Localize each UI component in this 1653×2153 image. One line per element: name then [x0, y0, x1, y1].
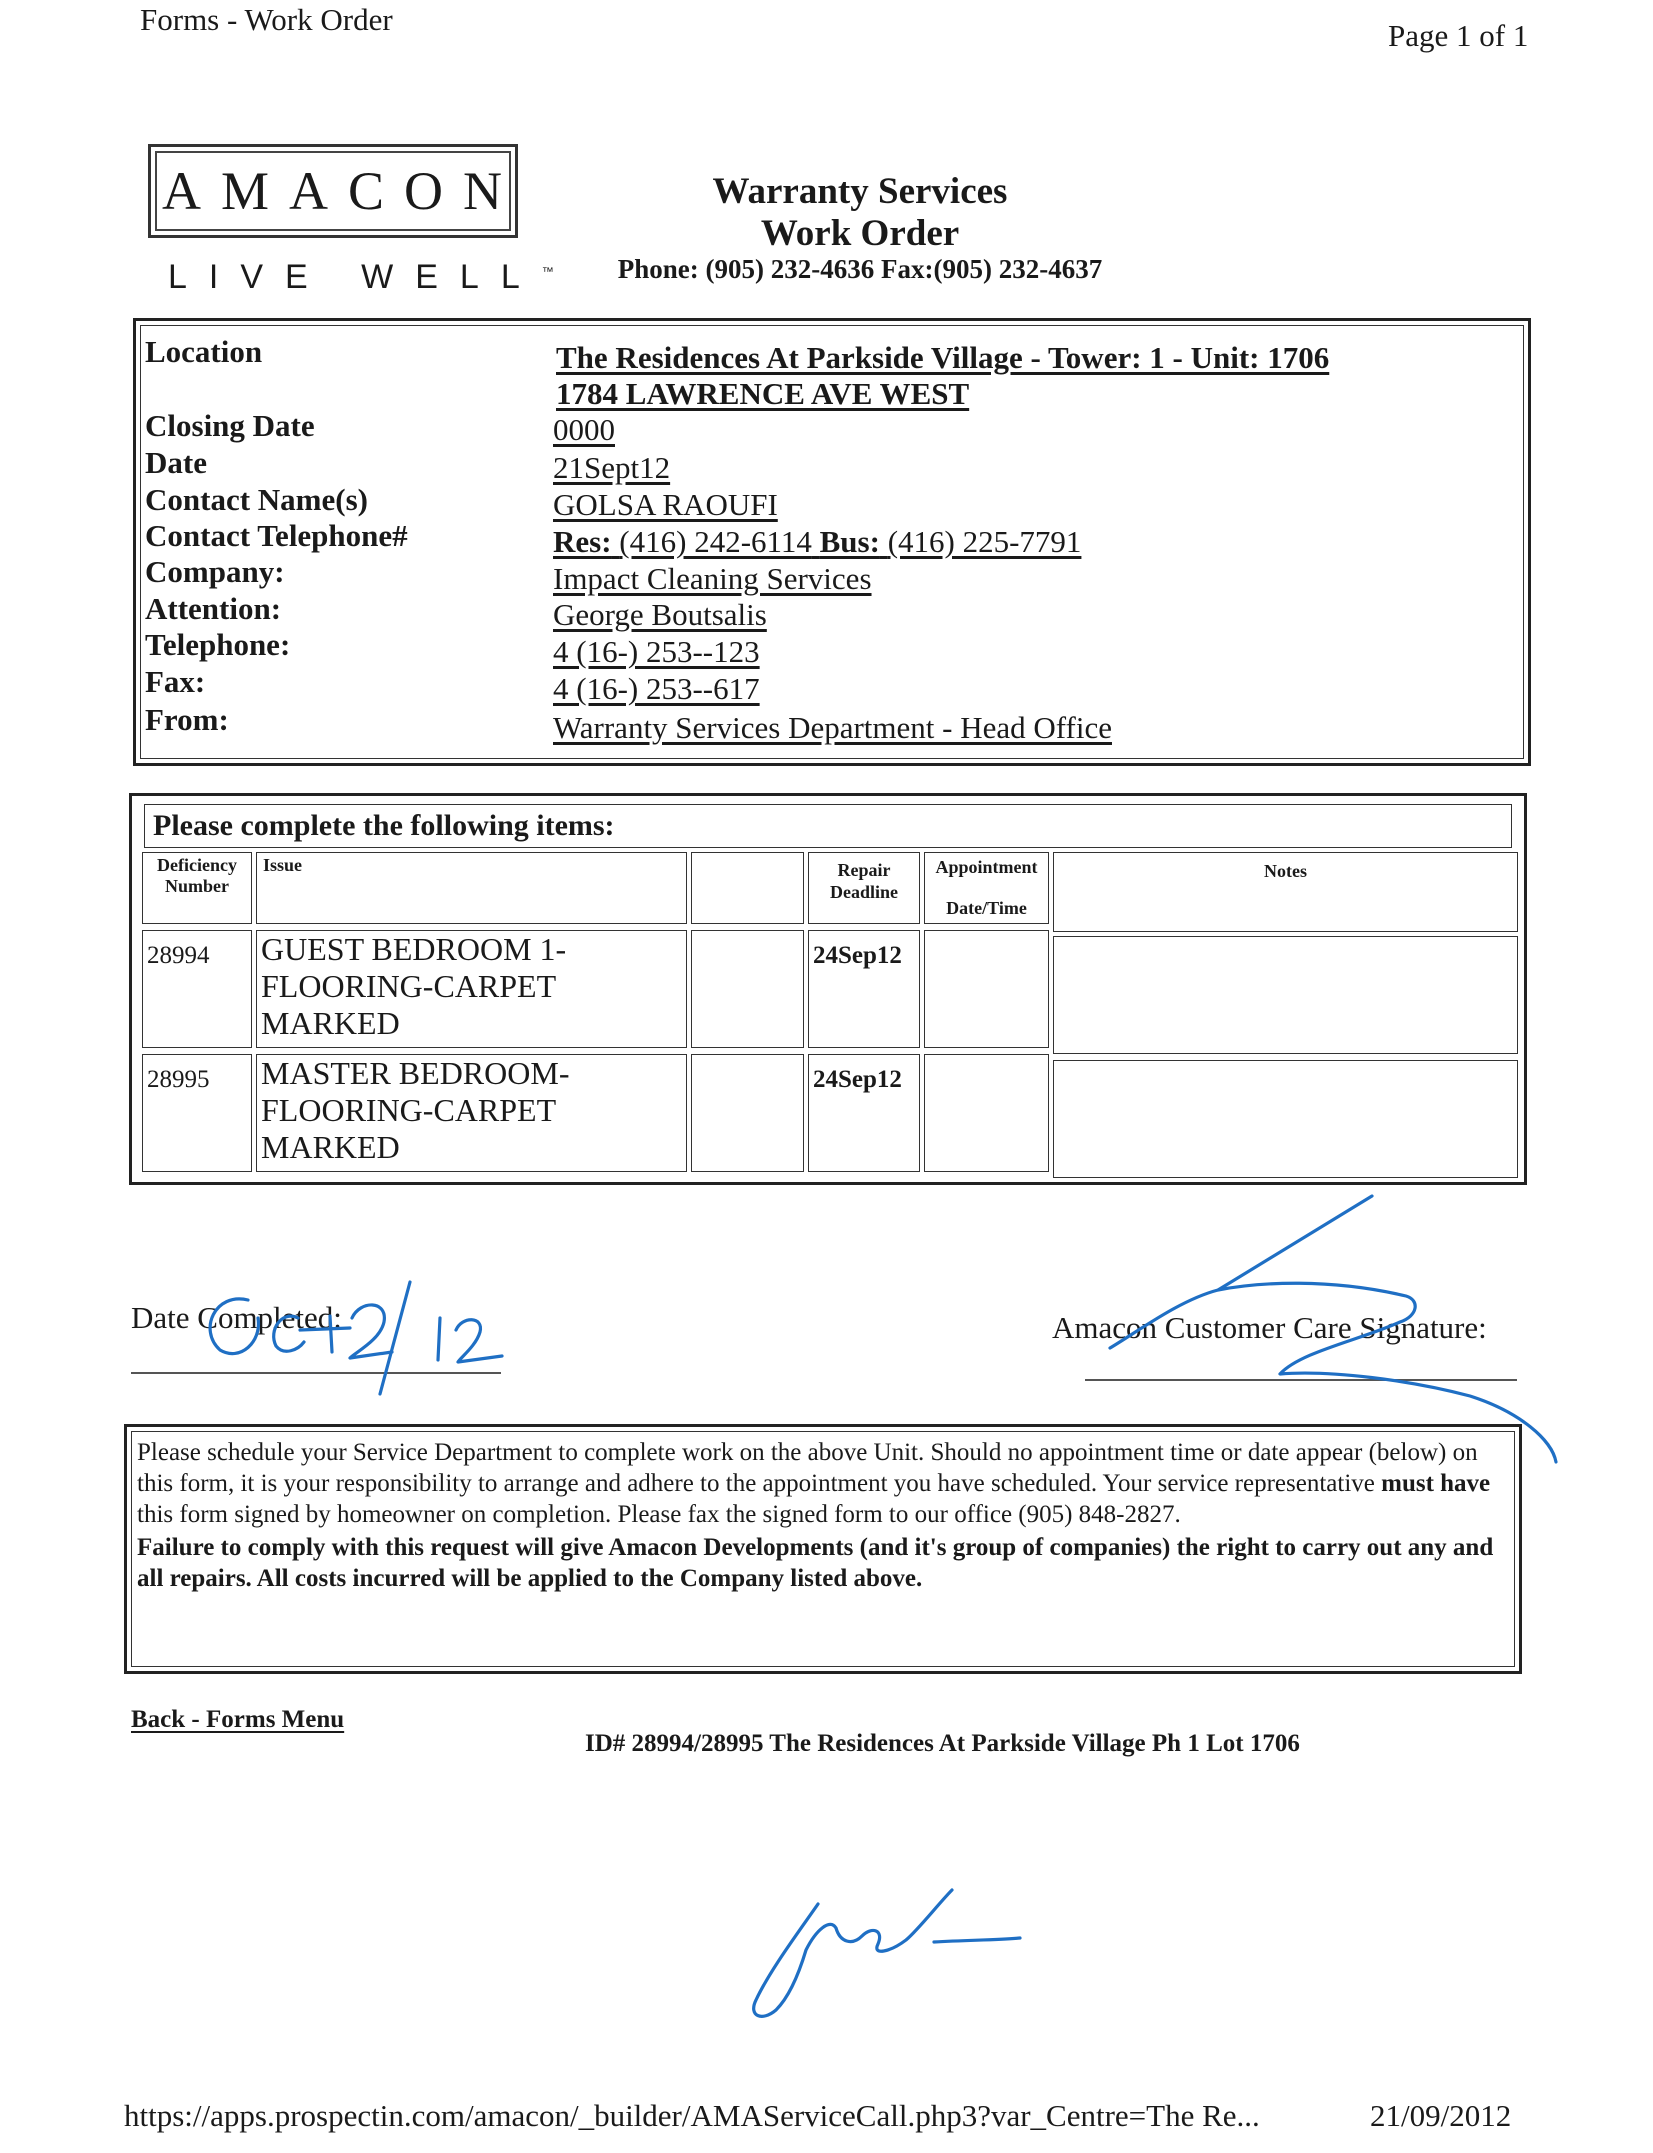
- closing-date-label: Closing Date: [145, 408, 315, 443]
- row2-deadline: 24Sep12: [808, 1054, 920, 1172]
- telephone-value: 4 (16-) 253--123: [553, 634, 760, 669]
- back-forms-menu-link[interactable]: Back - Forms Menu: [131, 1706, 345, 1733]
- notice-box: [124, 1424, 1522, 1674]
- contact-phone-fax: Phone: (905) 232-4636 Fax:(905) 232-4637: [617, 254, 1103, 284]
- footer-print-date: 21/09/2012: [1370, 2098, 1512, 2133]
- company-label: Company:: [145, 554, 285, 589]
- ink-initials-tail: [934, 1938, 1020, 1942]
- from-value: Warranty Services Department - Head Office: [553, 710, 1112, 745]
- bus-phone: (416) 225-7791: [887, 524, 1082, 559]
- header-datetime-text: Date/Time: [946, 898, 1027, 918]
- contact-names-value: GOLSA RAOUFI: [553, 487, 778, 522]
- res-phone: (416) 242-6114: [619, 524, 812, 559]
- form-title-line1: Warranty Services: [712, 171, 1008, 212]
- notice-p1-bold: must have: [1381, 1470, 1491, 1497]
- telephone-label: Telephone:: [145, 627, 291, 662]
- header-number-text: Number: [165, 876, 229, 896]
- logo-tagline: [168, 258, 554, 297]
- row2-issue-line1: MASTER BEDROOM-: [261, 1055, 570, 1091]
- notice-text: [137, 1437, 1505, 1594]
- row1-blank: [691, 930, 804, 1048]
- row1-issue-line1: GUEST BEDROOM 1-: [261, 931, 567, 967]
- row2-issue-line2: FLOORING-CARPET: [261, 1092, 557, 1128]
- logo-text: AMACON: [155, 151, 511, 231]
- header-blank: [691, 852, 804, 924]
- row2-notes: [1053, 1060, 1518, 1178]
- header-deficiency-text: Deficiency: [157, 855, 237, 875]
- footer-url: https://apps.prospectin.com/amacon/_builder/AMAServiceCall.php3?var_Centre=The Re...: [124, 2098, 1260, 2133]
- row2-issue: [256, 1054, 687, 1172]
- address-value: 1784 LAWRENCE AVE WEST: [556, 376, 970, 411]
- header-appointment-text: Appointment: [935, 857, 1038, 877]
- bus-label: Bus:: [819, 524, 880, 559]
- location-label: Location: [145, 334, 263, 369]
- page-number: Page 1 of 1: [1388, 18, 1529, 53]
- notice-p1-end: this form signed by homeowner on completion. Please fax the signed form to our office (905) 848-2827.: [137, 1501, 1181, 1528]
- notice-warning: Failure to comply with this request will give Amacon Developments (and it's group of companies) the right to carry out any and all repairs. All costs incurred will be applied to the Company listed above.: [137, 1534, 1494, 1592]
- fax-label: Fax:: [145, 664, 206, 699]
- header-appointment: [924, 852, 1049, 924]
- header-issue: Issue: [256, 852, 687, 924]
- deficiency-items-box: [129, 793, 1527, 1185]
- items-title: Please complete the following items:: [144, 804, 1512, 848]
- trademark-mark: ™: [541, 264, 554, 279]
- row1-issue: [256, 930, 687, 1048]
- tagline-text: LIVE WELL: [168, 258, 542, 296]
- id-line: ID# 28994/28995 The Residences At Parkside Village Ph 1 Lot 1706: [585, 1730, 1300, 1757]
- date-value: 21Sept12: [553, 450, 671, 485]
- header-deficiency-number: [142, 852, 252, 924]
- form-title-line2: Work Order: [760, 213, 960, 254]
- row1-number: 28994: [142, 930, 252, 1048]
- amacon-logo: [148, 144, 523, 238]
- contact-telephone-label: Contact Telephone#: [145, 518, 408, 553]
- ink-initials: [754, 1890, 952, 2016]
- notice-p1-start: Please schedule your Service Department to complete work on the above Unit. Should no appointment time or date appear (below) on this form, it is your responsibility to arrange and adhere to the appointment you have scheduled. Your service representative: [137, 1439, 1478, 1497]
- signature-line: [1085, 1379, 1517, 1381]
- attention-value: George Boutsalis: [553, 597, 767, 632]
- res-label: Res:: [553, 524, 612, 559]
- from-label: From:: [145, 702, 229, 737]
- location-value: The Residences At Parkside Village - Tower: 1 - Unit: 1706: [556, 340, 1330, 375]
- attention-label: Attention:: [145, 591, 282, 626]
- header-repair-deadline: [808, 852, 920, 924]
- row1-deadline: 24Sep12: [808, 930, 920, 1048]
- header-repair-text: Repair: [837, 860, 891, 880]
- row2-number: 28995: [142, 1054, 252, 1172]
- date-label: Date: [145, 445, 207, 480]
- contact-names-label: Contact Name(s): [145, 482, 368, 517]
- page-header-title: Forms - Work Order: [140, 2, 393, 37]
- row1-issue-line2: FLOORING-CARPET: [261, 968, 557, 1004]
- contact-telephone-value: [553, 524, 1081, 560]
- row1-appointment: [924, 930, 1049, 1048]
- row2-appointment: [924, 1054, 1049, 1172]
- row2-issue-line3: MARKED: [261, 1129, 400, 1165]
- signature-label: Amacon Customer Care Signature:: [1052, 1310, 1487, 1345]
- header-notes: Notes: [1053, 852, 1518, 932]
- header-deadline-text: Deadline: [829, 882, 898, 902]
- fax-value: 4 (16-) 253--617: [553, 671, 760, 706]
- row1-issue-line3: MARKED: [261, 1005, 400, 1041]
- row2-blank: [691, 1054, 804, 1172]
- row1-notes: [1053, 936, 1518, 1054]
- closing-date-value: 0000: [553, 412, 615, 447]
- company-value: Impact Cleaning Services: [553, 561, 872, 596]
- date-completed-label: Date Completed:: [131, 1300, 342, 1335]
